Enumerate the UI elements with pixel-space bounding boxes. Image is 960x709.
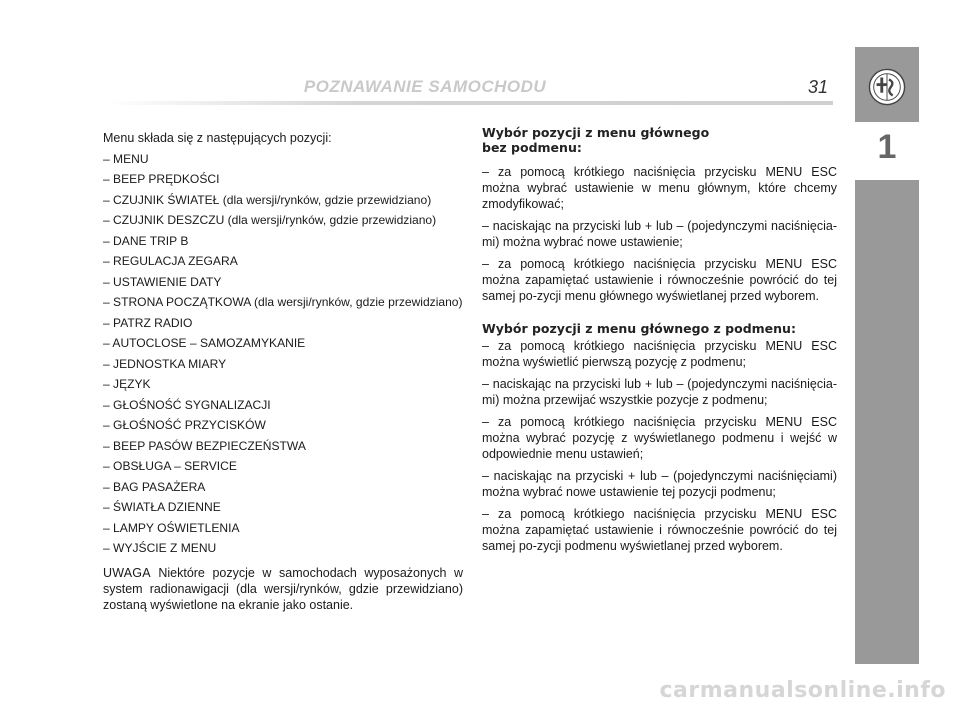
list-item: – LAMPY OŚWIETLENIA: [103, 520, 240, 535]
paragraph: – za pomocą krótkiego naciśnięcia przycisku MENU ESC można zapamiętać ustawienie i równocześnie powrócić do tej samej po-zycji menu głównego wyświetlanej przed wyborem.: [482, 257, 837, 303]
note-label: UWAGA: [103, 565, 151, 580]
list-item: – OBSŁUGA – SERVICE: [103, 459, 237, 473]
paragraph: – za pomocą krótkiego naciśnięcia przycisku MENU ESC można zapamiętać ustawienie i równocześnie powrócić do tej samej po-zycji podmenu wyświetlanej przed wyborem.: [482, 507, 837, 553]
menu-intro: Menu składa się z następujących pozycji:: [103, 131, 332, 145]
paragraph: – za pomocą krótkiego naciśnięcia przycisku MENU ESC można wybrać pozycję z wyświetlanego podmenu i wejść w odpowiednie menu ustawień;: [482, 415, 837, 461]
heading-line: Wybór pozycji z menu głównego: [482, 125, 710, 140]
alfa-romeo-logo-icon: [868, 68, 906, 106]
paragraph: – naciskając na przyciski lub + lub – (pojedynczymi naciśnięcia-mi) można przewijać wszystkie pozycje z podmenu;: [482, 377, 837, 407]
list-item: – STRONA POCZĄTKOWA (dla wersji/rynków, gdzie przewidziano): [103, 295, 463, 309]
note-paragraph: [103, 565, 463, 613]
paragraph: – za pomocą krótkiego naciśnięcia przycisku MENU ESC można wybrać ustawienie w menu głównym, które chcemy zmodyfikować;: [482, 165, 837, 211]
left-column: [103, 128, 463, 613]
list-item: – JĘZYK: [103, 377, 151, 391]
menu-items-list: [103, 149, 463, 559]
list-item: – AUTOCLOSE – SAMOZAMYKANIE: [103, 336, 306, 350]
list-item: – REGULACJA ZEGARA: [103, 254, 238, 268]
paragraph: – naciskając na przyciski lub + lub – (pojedynczymi naciśnięcia-mi) można wybrać nowe ustawienie;: [482, 219, 837, 249]
page-number: 31: [808, 77, 829, 97]
list-item: – CZUJNIK ŚWIATEŁ (dla wersji/rynków, gdzie przewidziano): [103, 192, 432, 207]
paragraph: – naciskając na przyciski + lub – (pojedynczymi naciśnięciami) można wybrać nowe ustawienie tej pozycji podmenu;: [482, 469, 837, 499]
list-item: – CZUJNIK DESZCZU (dla wersji/rynków, gdzie przewidziano): [103, 213, 437, 227]
list-item: – MENU: [103, 151, 149, 166]
section-heading-with-submenu: Wybór pozycji z menu głównego z podmenu:: [482, 321, 796, 336]
list-item: – USTAWIENIE DATY: [103, 274, 222, 289]
right-column: [482, 125, 837, 560]
section-title: POZNAWANIE SAMOCHODU: [303, 77, 547, 96]
chapter-number: 1: [877, 128, 897, 166]
section-heading-no-submenu: [482, 125, 837, 155]
heading-line: bez podmenu:: [482, 140, 582, 155]
header-divider: [105, 101, 833, 105]
list-item: – GŁOŚNOŚĆ SYGNALIZACJI: [103, 397, 271, 412]
list-item: – BEEP PRĘDKOŚCI: [103, 172, 220, 186]
list-item: – DANE TRIP B: [103, 233, 189, 248]
list-item: – BEEP PASÓW BEZPIECZEŃSTWA: [103, 438, 306, 453]
note-text: Niektóre pozycje w samochodach wyposażonych w system radionawigacji (dla wersji/rynków, gdzie przewidziano) zostaną wyświetlone na ekranie jako ostanie.: [103, 565, 463, 612]
list-item: – GŁOŚNOŚĆ PRZYCISKÓW: [103, 418, 266, 432]
list-item: – JEDNOSTKA MIARY: [103, 356, 227, 371]
list-item: – BAG PASAŻERA: [103, 479, 206, 494]
paragraph: – za pomocą krótkiego naciśnięcia przycisku MENU ESC można wyświetlić pierwszą pozycję z podmenu;: [482, 339, 837, 369]
list-item: – ŚWIATŁA DZIENNE: [103, 500, 221, 514]
watermark: carmanualsonline.info: [659, 678, 946, 703]
list-item: – WYJŚCIE Z MENU: [103, 541, 217, 555]
list-item: – PATRZ RADIO: [103, 315, 193, 330]
